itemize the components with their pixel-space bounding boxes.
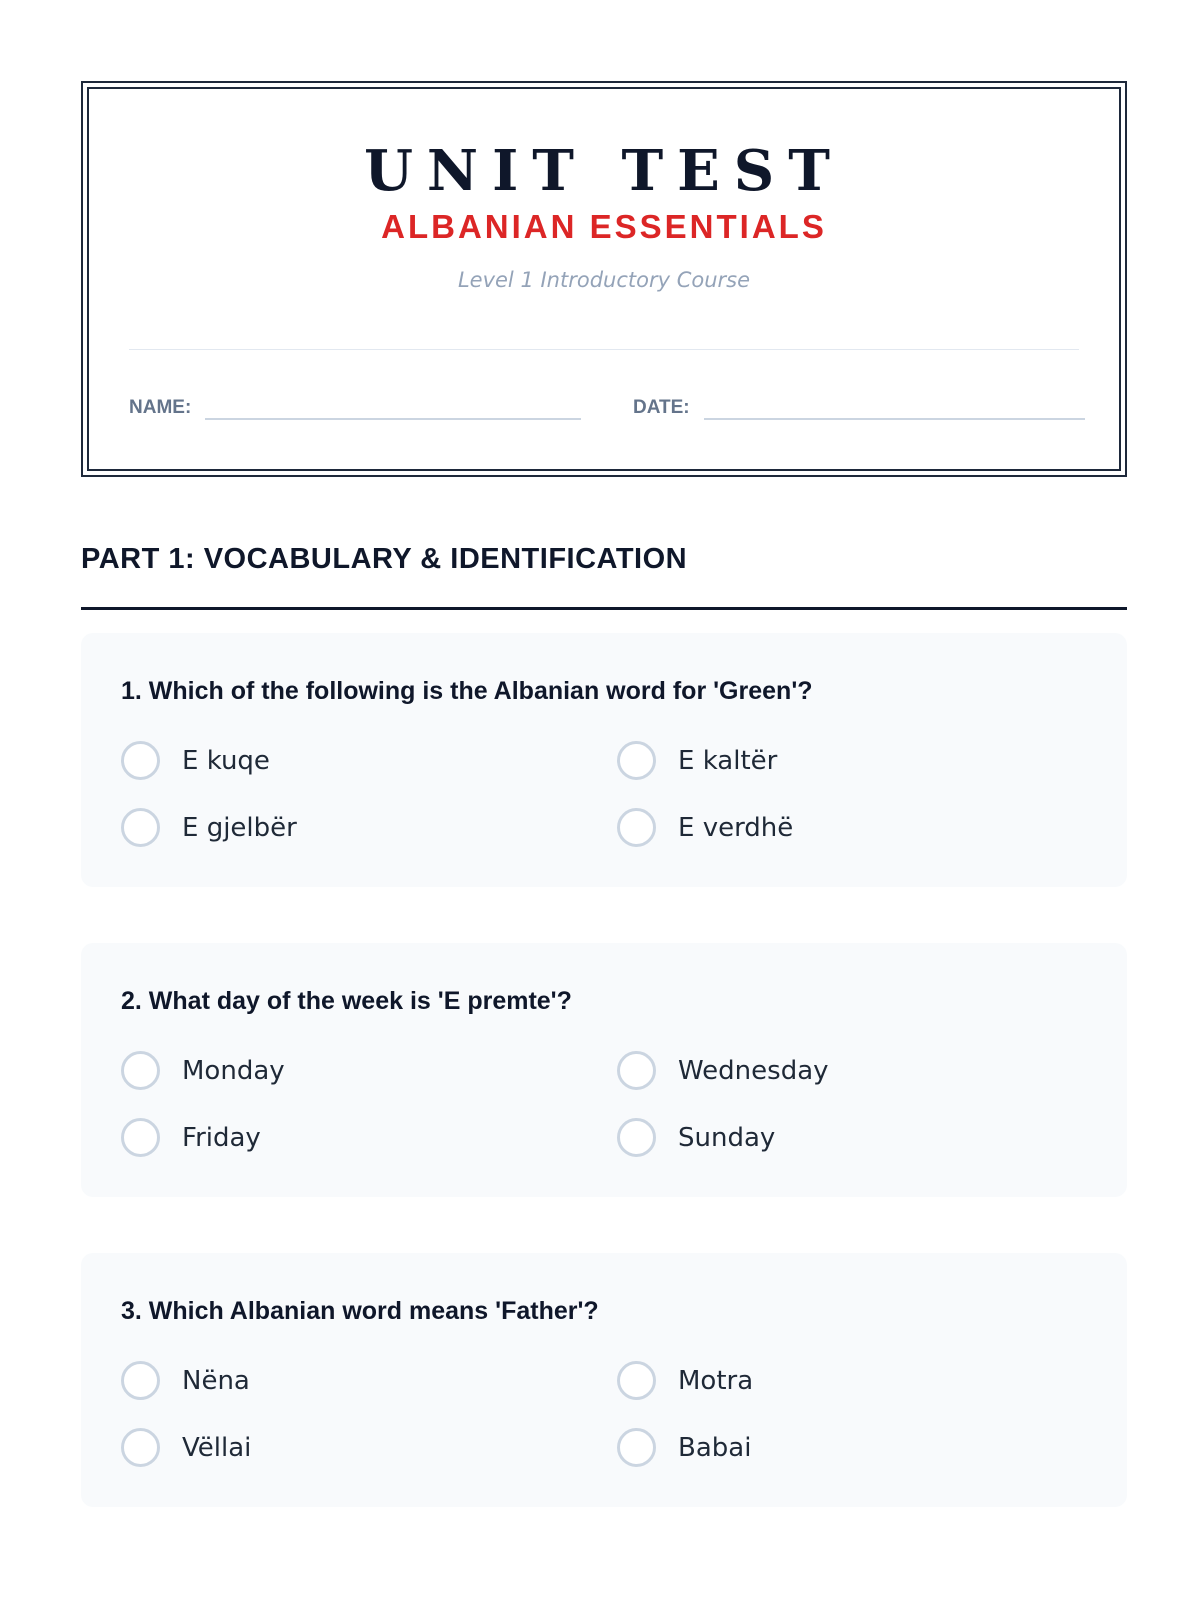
radio-button[interactable] bbox=[617, 1428, 656, 1467]
answer-option[interactable] bbox=[617, 1428, 1113, 1467]
radio-button[interactable] bbox=[617, 741, 656, 780]
radio-button[interactable] bbox=[121, 808, 160, 847]
answer-options bbox=[121, 1051, 1113, 1157]
option-label: Sunday bbox=[678, 1122, 776, 1153]
answer-option[interactable] bbox=[121, 741, 617, 780]
test-subtitle: ALBANIAN ESSENTIALS bbox=[381, 208, 827, 245]
option-label: Friday bbox=[182, 1122, 261, 1153]
answer-option[interactable] bbox=[617, 741, 1113, 780]
option-label: Babai bbox=[678, 1432, 752, 1463]
test-page bbox=[81, 81, 1127, 1463]
header-divider bbox=[129, 349, 1079, 350]
section-divider bbox=[81, 607, 1127, 610]
option-label: E gjelbër bbox=[182, 812, 297, 843]
radio-button[interactable] bbox=[617, 808, 656, 847]
answer-option[interactable] bbox=[617, 1361, 1113, 1400]
header-inner-frame bbox=[87, 87, 1121, 471]
section-title: PART 1: VOCABULARY & IDENTIFICATION bbox=[81, 543, 688, 575]
radio-button[interactable] bbox=[121, 1051, 160, 1090]
question-text: 2. What day of the week is 'E premte'? bbox=[121, 987, 572, 1015]
question-text: 3. Which Albanian word means 'Father'? bbox=[121, 1297, 599, 1325]
radio-button[interactable] bbox=[121, 1361, 160, 1400]
test-title: UNIT TEST bbox=[364, 138, 844, 204]
answer-option[interactable] bbox=[121, 808, 617, 847]
question-card-1 bbox=[81, 633, 1127, 887]
radio-button[interactable] bbox=[121, 1428, 160, 1467]
option-label: E verdhë bbox=[678, 812, 794, 843]
radio-button[interactable] bbox=[121, 1118, 160, 1157]
question-card-3 bbox=[81, 1253, 1127, 1507]
radio-button[interactable] bbox=[617, 1118, 656, 1157]
answer-options bbox=[121, 1361, 1113, 1467]
name-field bbox=[129, 394, 581, 420]
header-box bbox=[81, 81, 1127, 477]
course-level: Level 1 Introductory Course bbox=[457, 268, 751, 292]
name-label: NAME: bbox=[129, 397, 192, 418]
option-label: E kuqe bbox=[182, 745, 270, 776]
option-label: Wednesday bbox=[678, 1055, 829, 1086]
date-field bbox=[633, 394, 1085, 420]
radio-button[interactable] bbox=[617, 1051, 656, 1090]
answer-option[interactable] bbox=[121, 1118, 617, 1157]
answer-option[interactable] bbox=[121, 1051, 617, 1090]
option-label: E kaltër bbox=[678, 745, 778, 776]
question-card-2 bbox=[81, 943, 1127, 1197]
answer-option[interactable] bbox=[121, 1428, 617, 1467]
answer-option[interactable] bbox=[121, 1361, 617, 1400]
option-label: Vëllai bbox=[182, 1432, 252, 1463]
option-label: Motra bbox=[678, 1365, 754, 1396]
name-input-line[interactable] bbox=[205, 394, 581, 420]
question-text: 1. Which of the following is the Albanian word for 'Green'? bbox=[121, 677, 813, 705]
answer-option[interactable] bbox=[617, 1118, 1113, 1157]
date-label: DATE: bbox=[633, 397, 690, 418]
answer-option[interactable] bbox=[617, 1051, 1113, 1090]
option-label: Nëna bbox=[182, 1365, 250, 1396]
radio-button[interactable] bbox=[617, 1361, 656, 1400]
option-label: Monday bbox=[182, 1055, 285, 1086]
radio-button[interactable] bbox=[121, 741, 160, 780]
answer-option[interactable] bbox=[617, 808, 1113, 847]
date-input-line[interactable] bbox=[704, 394, 1085, 420]
answer-options bbox=[121, 741, 1113, 847]
